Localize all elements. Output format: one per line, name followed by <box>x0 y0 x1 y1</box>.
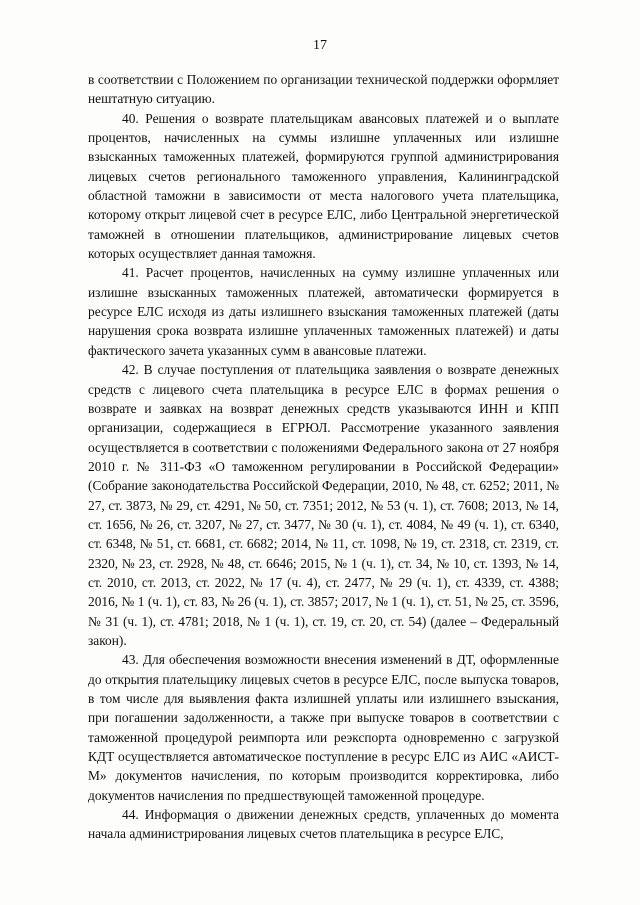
paragraph-44: 44. Информация о движении денежных средств, уплаченных до момента начала администрирования лицевых счетов плательщика в ресурсе ЕЛС, <box>88 807 559 842</box>
paragraph-continuation: в соответствии с Положением по организации технической поддержки оформляет нештатную ситуацию. <box>88 72 559 107</box>
paragraph-42: 42. В случае поступления от плательщика заявления о возврате денежных средств с лицевого счета плательщика в ресурсе ЕЛС в формах решения о возврате и заявках на возврат денежных средств указываются ИНН и КПП организации, содержащиеся в ЕГРЮЛ. Рассмотрение указанного заявления осуществляется в соответствии с положениями Федерального закона от 27 ноября 2010 г. № 311-ФЗ «О таможенном регулировании в Российской Федерации» (Собрание законодательства Российской Федерации, 2010, № 48, ст. 6252; 2011, № 27, ст. 3873, № 29, ст. 4291, № 50, ст. 7351; 2012, № 53 (ч. 1), ст. 7608; 2013, № 14, ст. 1656, № 26, ст. 3207, № 27, ст. 3477, № 30 (ч. 1), ст. 4084, № 49 (ч. 1), ст. 6340, ст. 6348, № 51, ст. 6681, ст. 6682; 2014, № 11, ст. 1098, № 19, ст. 2318, ст. 2319, ст. 2320, № 23, ст. 2928, № 48, ст. 6646; 2015, № 1 (ч. 1), ст. 34, № 10, ст. 1393, № 14, ст. 2010, ст. 2013, ст. 2022, № 17 (ч. 4), ст. 2477, № 29 (ч. 1), ст. 4339, ст. 4388; 2016, № 1 (ч. 1), ст. 83, № 26 (ч. 1), ст. 3857; 2017, № 1 (ч. 1), ст. 51, № 25, ст. 3596, № 31 (ч. 1), ст. 4781; 2018, № 1 (ч. 1), ст. 19, ст. 20, ст. 54) (далее – Федеральный закон). <box>88 362 559 648</box>
paragraph-43: 43. Для обеспечения возможности внесения изменений в ДТ, оформленные до открытия плательщику лицевых счетов в ресурсе ЕЛС, после выпуска товаров, в том числе для выявления факта излишней уплаты или излишнего взыскания, при погашении задолженности, а также при выпуске товаров в соответствии с таможенной процедурой реимпорта или реэкспорта одновременно с загрузкой КДТ осуществляется автоматическое поступление в ресурс ЕЛС из АИС «АИСТ-М» документов начисления, по которым производится корректировка, либо документов начисления по предшествующей таможенной процедуре. <box>88 652 559 803</box>
paragraph-40: 40. Решения о возврате плательщикам авансовых платежей и о выплате процентов, начисленных на суммы излишне уплаченных или излишне взысканных таможенных платежей, формируются группой администрирования лицевых счетов регионального таможенного управления, Калининградской областной таможни в зависимости от места налогового учета плательщика, которому открыт лицевой счет в ресурсе ЕЛС, либо Центральной энергетической таможней в отношении плательщиков, администрирование лицевых счетов которых осуществляет данная таможня. <box>88 110 559 262</box>
document-body <box>88 70 559 844</box>
paragraph-41: 41. Расчет процентов, начисленных на сумму излишне уплаченных или излишне взысканных таможенных платежей, автоматически формируется в ресурсе ЕЛС исходя из даты излишнего взыскания таможенных платежей (даты нарушения срока возврата излишне уплаченных таможенных платежей) и даты фактического зачета указанных сумм в авансовые платежи. <box>88 265 559 358</box>
page-number: 17 <box>313 38 327 53</box>
